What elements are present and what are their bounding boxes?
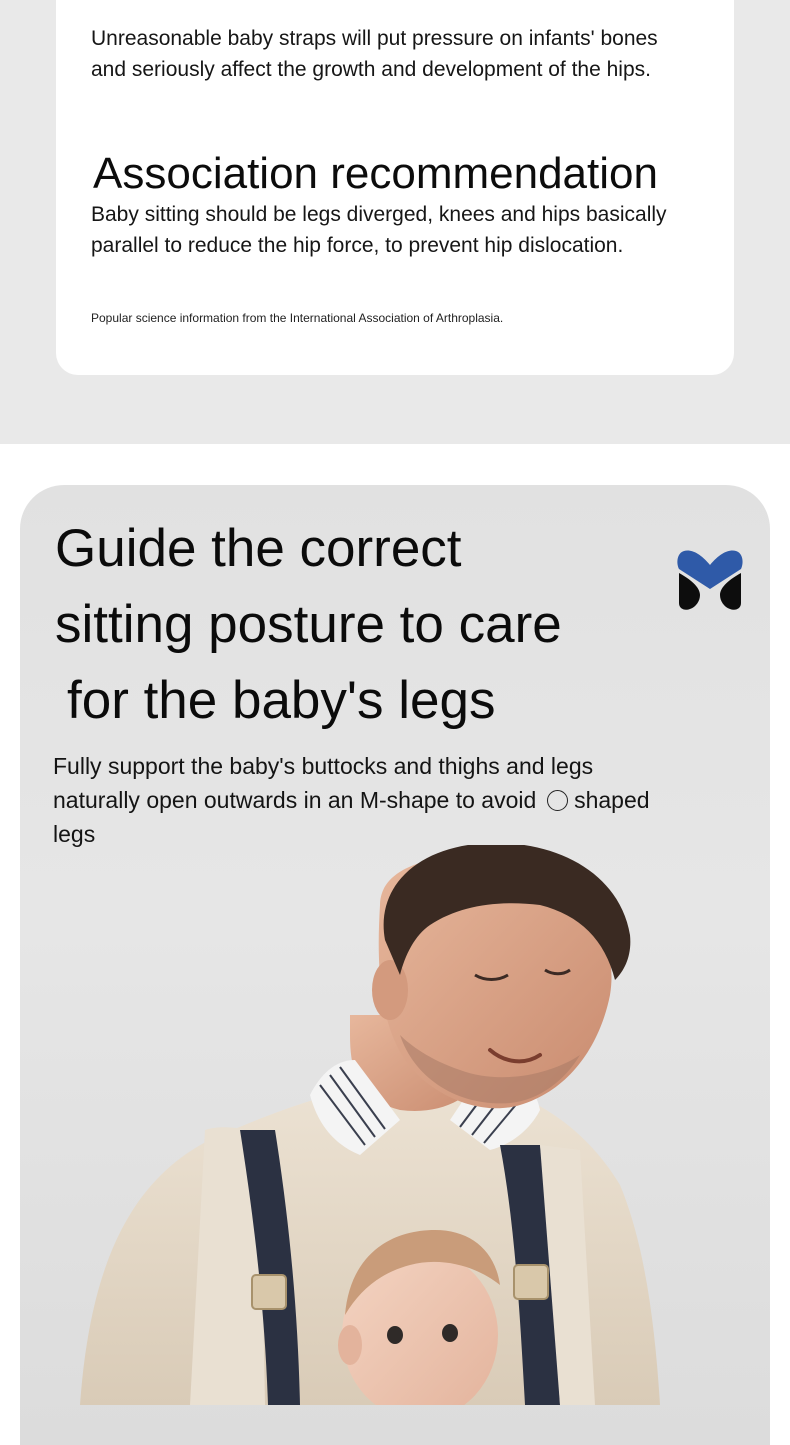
guide-title-line: for the baby's legs xyxy=(67,671,496,730)
top-band xyxy=(0,0,790,444)
m-shape-icon xyxy=(676,543,744,611)
guide-body-text xyxy=(53,749,653,851)
guide-body-part: Fully support the baby's buttocks and thighs and legs naturally open outwards in an M-shape to avoid xyxy=(53,753,594,813)
intro-text: Unreasonable baby straps will put pressure on infants' bones and seriously affect the growth and development of the hips. xyxy=(91,27,658,81)
guide-title xyxy=(55,511,615,739)
guide-body-part: shaped legs xyxy=(53,787,650,847)
guide-panel xyxy=(20,485,770,1445)
circle-icon xyxy=(547,790,568,811)
guide-title-line: Guide the correct xyxy=(55,519,462,578)
parent-with-baby-carrier-photo xyxy=(20,845,770,1405)
info-card xyxy=(56,0,734,375)
association-text: Baby sitting should be legs diverged, knees and hips basically parallel to reduce the hip force, to prevent hip dislocation. xyxy=(91,203,667,257)
source-note: Popular science information from the International Association of Arthroplasia. xyxy=(91,311,504,325)
guide-title-line: sitting posture to care xyxy=(55,595,562,654)
association-title: Association recommendation xyxy=(93,149,658,198)
